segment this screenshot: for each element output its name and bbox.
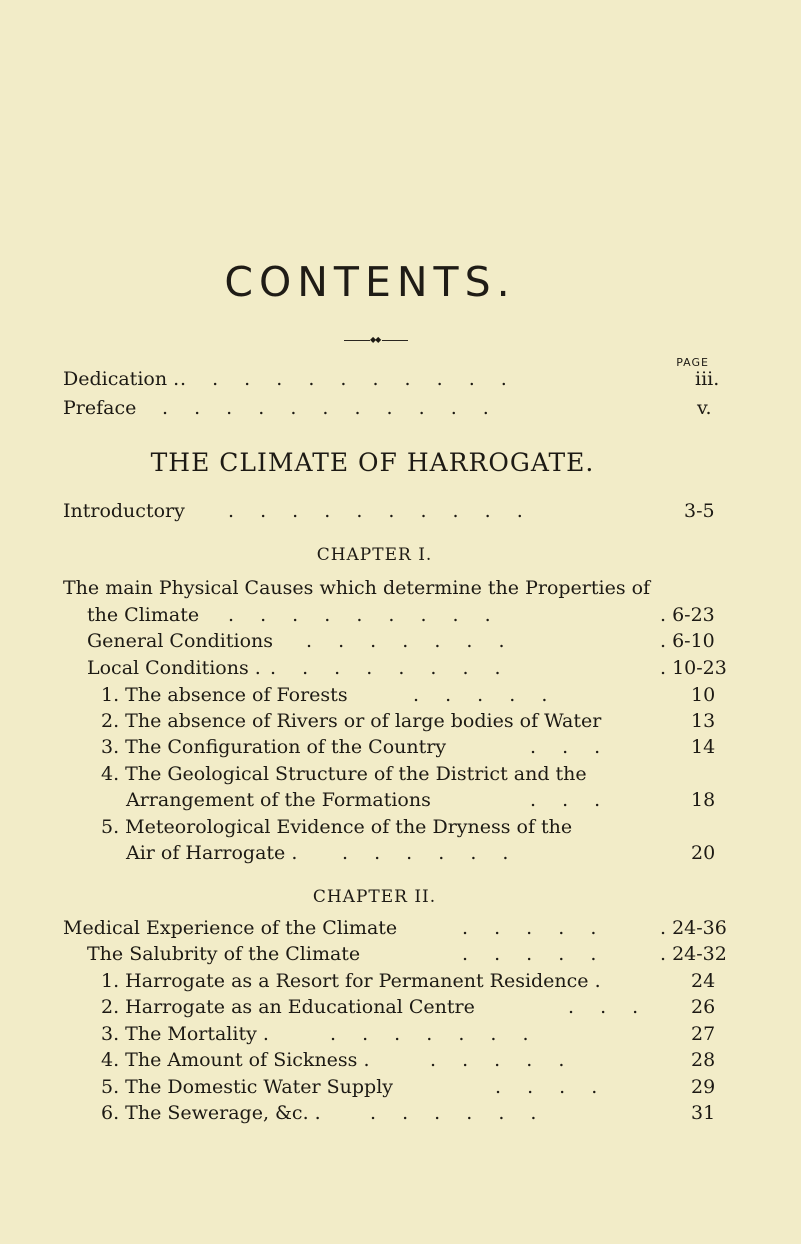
leader-dots: . . . . . . . [306,630,515,652]
toc-entry-label: Preface [63,397,137,419]
toc-entry-page: 14 [691,736,716,758]
toc-entry-page: iii. [695,368,720,390]
toc-entry-label: 1. The absence of Forests [101,684,348,706]
toc-entry-label: The main Physical Causes which determine the Properties of [63,577,651,599]
toc-entry-label: Air of Harrogate . [126,842,298,864]
toc-entry [0,813,801,841]
page-title: CONTENTS. [224,258,516,306]
toc-entry-label: 4. The Amount of Sickness . [101,1049,370,1071]
toc-entry-label: 5. The Domestic Water Supply [101,1076,394,1098]
toc-entry [0,1073,801,1101]
toc-entry [0,654,801,682]
toc-entry [0,627,801,655]
toc-entry-page: 13 [691,710,716,732]
toc-entry-label: Medical Experience of the Climate [63,917,398,939]
divider-line [382,340,408,341]
leader-dots: . . . . . [462,943,607,965]
leader-dots: . . . . . . . . . . . [180,368,517,390]
toc-entry-label: 2. Harrogate as an Educational Centre [101,996,475,1018]
toc-entry-page: . 6-10 [660,630,715,652]
toc-entry-page: 27 [691,1023,716,1045]
leader-dots: . . . [568,996,649,1018]
toc-entry-label: 3. The Configuration of the Country [101,736,447,758]
toc-entry-page: . 24-36 [660,917,727,939]
section-heading: THE CLIMATE OF HARROGATE. [150,448,595,477]
leader-dots: . . . . . . [342,842,519,864]
leader-dots: . . . . . . . . . [228,604,501,626]
toc-entry-page: 26 [691,996,716,1018]
leader-dots: . . . . . . . . [270,657,511,679]
toc-entry-page: . 10-23 [660,657,727,679]
toc-entry-label: the Climate [87,604,200,626]
leader-dots: . . . . . [430,1049,575,1071]
leader-dots: . . . . . . . . . . [228,500,533,522]
toc-entry [0,1046,801,1074]
diamond-ornament-icon: ◆◆ [370,335,381,344]
toc-entry [0,733,801,761]
leader-dots: . . . [530,736,611,758]
toc-entry-label: Introductory [63,500,185,522]
toc-entry-label: 3. The Mortality . [101,1023,269,1045]
toc-entry-page: . 6-23 [660,604,715,626]
toc-entry [0,365,801,393]
chapter-heading: CHAPTER I. [316,545,433,565]
toc-entry-label: Arrangement of the Formations [126,789,431,811]
toc-entry-page: v. [697,397,712,419]
ornament-divider [344,335,408,344]
toc-entry [0,1099,801,1127]
page-column-label: PAGE [676,356,709,369]
toc-entry-page: 18 [691,789,716,811]
toc-entry-label: 6. The Sewerage, &c. . [101,1102,321,1124]
toc-entry [0,1020,801,1048]
toc-entry [0,760,801,788]
toc-entry [0,786,801,814]
toc-entry [0,967,801,995]
toc-entry [0,707,801,735]
toc-entry [0,394,801,422]
toc-entry [0,839,801,867]
leader-dots: . . . . [495,1076,608,1098]
toc-entry [0,940,801,968]
toc-entry-label: Local Conditions . [87,657,261,679]
toc-entry-page: 28 [691,1049,716,1071]
leader-dots: . . . . . . [370,1102,547,1124]
toc-entry-page: 20 [691,842,716,864]
toc-entry-label: 1. Harrogate as a Resort for Permanent Residence . [101,970,601,992]
leader-dots: . . . . . [462,917,607,939]
toc-entry [0,681,801,709]
toc-entry-page: 29 [691,1076,716,1098]
toc-entry-label: General Conditions [87,630,274,652]
leader-dots: . . . . . . . . . . . [162,397,499,419]
toc-entry-page: 31 [691,1102,716,1124]
toc-entry [0,993,801,1021]
toc-entry-page: 24 [691,970,716,992]
toc-entry-label: Dedication . [63,368,180,390]
toc-entry-page: . 24-32 [660,943,727,965]
leader-dots: . . . . . . . [330,1023,539,1045]
toc-entry-label: 2. The absence of Rivers or of large bodies of Water [101,710,602,732]
toc-entry-label: The Salubrity of the Climate [87,943,361,965]
toc-entry [0,914,801,942]
toc-entry [0,497,801,525]
chapter-heading: CHAPTER II. [312,887,437,907]
divider-line [344,340,370,341]
toc-entry-label: 5. Meteorological Evidence of the Dryness of the [101,816,573,838]
toc-entry-label: 4. The Geological Structure of the District and the [101,763,587,785]
toc-entry [0,574,801,602]
leader-dots: . . . . . [413,684,558,706]
toc-entry-page: 10 [691,684,716,706]
leader-dots: . . . [530,789,611,811]
toc-entry-page: 3-5 [684,500,715,522]
toc-entry [0,601,801,629]
